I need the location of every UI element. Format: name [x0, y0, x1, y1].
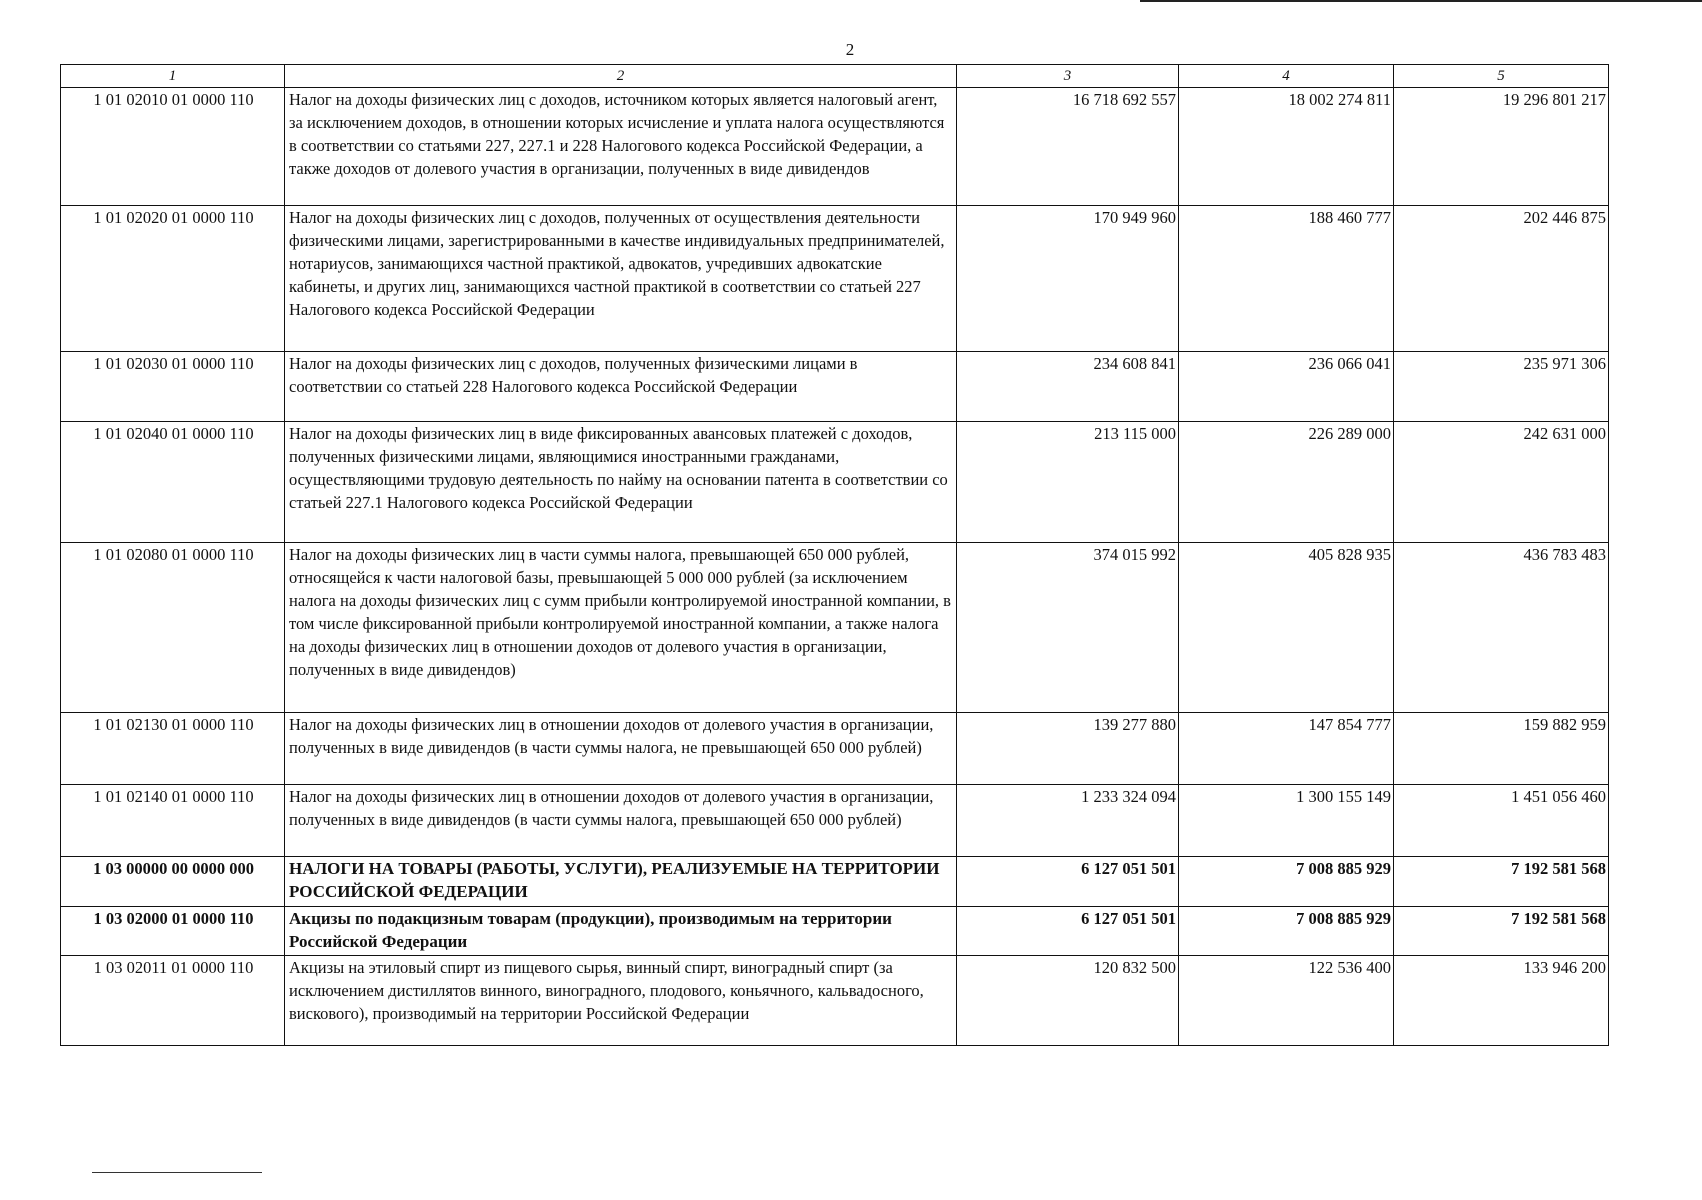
- row-name: НАЛОГИ НА ТОВАРЫ (РАБОТЫ, УСЛУГИ), РЕАЛИЗУЕМЫЕ НА ТЕРРИТОРИИ РОССИЙСКОЙ ФЕДЕРАЦИИ: [285, 857, 957, 907]
- row-code: 1 01 02040 01 0000 110: [61, 422, 285, 543]
- row-value-col4: 7 008 885 929: [1179, 907, 1394, 956]
- row-value-col3: 374 015 992: [957, 543, 1179, 713]
- row-value-col3: 16 718 692 557: [957, 88, 1179, 206]
- row-value-col4: 405 828 935: [1179, 543, 1394, 713]
- row-value-col5: 19 296 801 217: [1394, 88, 1609, 206]
- row-code: 1 01 02020 01 0000 110: [61, 206, 285, 352]
- row-value-col4: 7 008 885 929: [1179, 857, 1394, 907]
- table-header-row: [61, 65, 1609, 88]
- table-row: [61, 422, 1609, 543]
- table-row-section: [61, 857, 1609, 907]
- row-value-col4: 188 460 777: [1179, 206, 1394, 352]
- table-row: [61, 352, 1609, 422]
- page-number: 2: [845, 40, 855, 59]
- row-name: Налог на доходы физических лиц с доходов, полученных физическими лицами в соответствии со статьей 228 Налогового кодекса Российской Федерации: [285, 352, 957, 422]
- column-header-year-3: 5: [1394, 65, 1609, 88]
- row-name: Налог на доходы физических лиц с доходов, источником которых является налоговый агент, за исключением доходов, в отношении которых исчисление и уплата налога осуществляются в соответствии со статьями 227, 227.1 и 228 Налогового кодекса Российской Федерации, а также доходов от долевого участия в организации, полученных в виде дивидендов: [285, 88, 957, 206]
- row-name: Налог на доходы физических лиц в отношении доходов от долевого участия в организации, полученных в виде дивидендов (в части суммы налога, не превышающей 650 000 рублей): [285, 713, 957, 785]
- row-code: 1 01 02030 01 0000 110: [61, 352, 285, 422]
- row-value-col5: 7 192 581 568: [1394, 857, 1609, 907]
- row-code: 1 01 02130 01 0000 110: [61, 713, 285, 785]
- row-value-col3: 139 277 880: [957, 713, 1179, 785]
- row-code: 1 01 02080 01 0000 110: [61, 543, 285, 713]
- row-value-col3: 213 115 000: [957, 422, 1179, 543]
- row-value-col5: 235 971 306: [1394, 352, 1609, 422]
- row-value-col5: 7 192 581 568: [1394, 907, 1609, 956]
- row-value-col4: 147 854 777: [1179, 713, 1394, 785]
- row-name: Акцизы на этиловый спирт из пищевого сырья, винный спирт, виноградный спирт (за исключением дистиллятов винного, виноградного, плодового, коньячного, кальвадосного, вискового), производимый на территории Российской Федерации: [285, 956, 957, 1046]
- table-row: [61, 88, 1609, 206]
- row-name: Налог на доходы физических лиц в части суммы налога, превышающей 650 000 рублей, относящейся к части налоговой базы, превышающей 5 000 000 рублей (за исключением налога на доходы физических лиц с сумм прибыли контролируемой иностранной компании, в том числе фиксированной прибыли контролируемой иностранной компании, а также налога на доходы физических лиц в отношении доходов от долевого участия в организации, полученных в виде дивидендов): [285, 543, 957, 713]
- scan-bottom-rule: [92, 1172, 262, 1173]
- row-value-col5: 202 446 875: [1394, 206, 1609, 352]
- row-code: 1 03 02000 01 0000 110: [61, 907, 285, 956]
- row-value-col5: 436 783 483: [1394, 543, 1609, 713]
- row-value-col3: 6 127 051 501: [957, 907, 1179, 956]
- row-name: Налог на доходы физических лиц в отношении доходов от долевого участия в организации, полученных в виде дивидендов (в части суммы налога, превышающей 650 000 рублей): [285, 785, 957, 857]
- row-value-col4: 226 289 000: [1179, 422, 1394, 543]
- row-value-col3: 234 608 841: [957, 352, 1179, 422]
- row-code: 1 01 02010 01 0000 110: [61, 88, 285, 206]
- column-header-year-2: 4: [1179, 65, 1394, 88]
- revenue-table: [60, 64, 1609, 1046]
- row-value-col4: 236 066 041: [1179, 352, 1394, 422]
- table-row: [61, 713, 1609, 785]
- scan-top-rule: [1140, 0, 1702, 2]
- row-value-col3: 120 832 500: [957, 956, 1179, 1046]
- row-value-col4: 1 300 155 149: [1179, 785, 1394, 857]
- column-header-code: 1: [61, 65, 285, 88]
- row-value-col5: 242 631 000: [1394, 422, 1609, 543]
- row-code: 1 03 00000 00 0000 000: [61, 857, 285, 907]
- table-row: [61, 785, 1609, 857]
- column-header-name: 2: [285, 65, 957, 88]
- row-value-col3: 1 233 324 094: [957, 785, 1179, 857]
- row-value-col3: 170 949 960: [957, 206, 1179, 352]
- row-value-col3: 6 127 051 501: [957, 857, 1179, 907]
- table-row-section: [61, 907, 1609, 956]
- row-value-col5: 159 882 959: [1394, 713, 1609, 785]
- column-header-year-1: 3: [957, 65, 1179, 88]
- table-row: [61, 543, 1609, 713]
- row-value-col5: 133 946 200: [1394, 956, 1609, 1046]
- table-row: [61, 206, 1609, 352]
- row-name: Акцизы по подакцизным товарам (продукции), производимым на территории Российской Федерации: [285, 907, 957, 956]
- row-value-col5: 1 451 056 460: [1394, 785, 1609, 857]
- row-value-col4: 122 536 400: [1179, 956, 1394, 1046]
- row-name: Налог на доходы физических лиц с доходов, полученных от осуществления деятельности физическими лицами, зарегистрированными в качестве индивидуальных предпринимателей, нотариусов, занимающихся частной практикой, адвокатов, учредивших адвокатские кабинеты, и других лиц, занимающихся частной практикой в соответствии со статьей 227 Налогового кодекса Российской Федерации: [285, 206, 957, 352]
- table-row: [61, 956, 1609, 1046]
- row-code: 1 01 02140 01 0000 110: [61, 785, 285, 857]
- row-name: Налог на доходы физических лиц в виде фиксированных авансовых платежей с доходов, полученных физическими лицами, являющимися иностранными гражданами, осуществляющими трудовую деятельность по найму на основании патента в соответствии со статьей 227.1 Налогового кодекса Российской Федерации: [285, 422, 957, 543]
- row-value-col4: 18 002 274 811: [1179, 88, 1394, 206]
- row-code: 1 03 02011 01 0000 110: [61, 956, 285, 1046]
